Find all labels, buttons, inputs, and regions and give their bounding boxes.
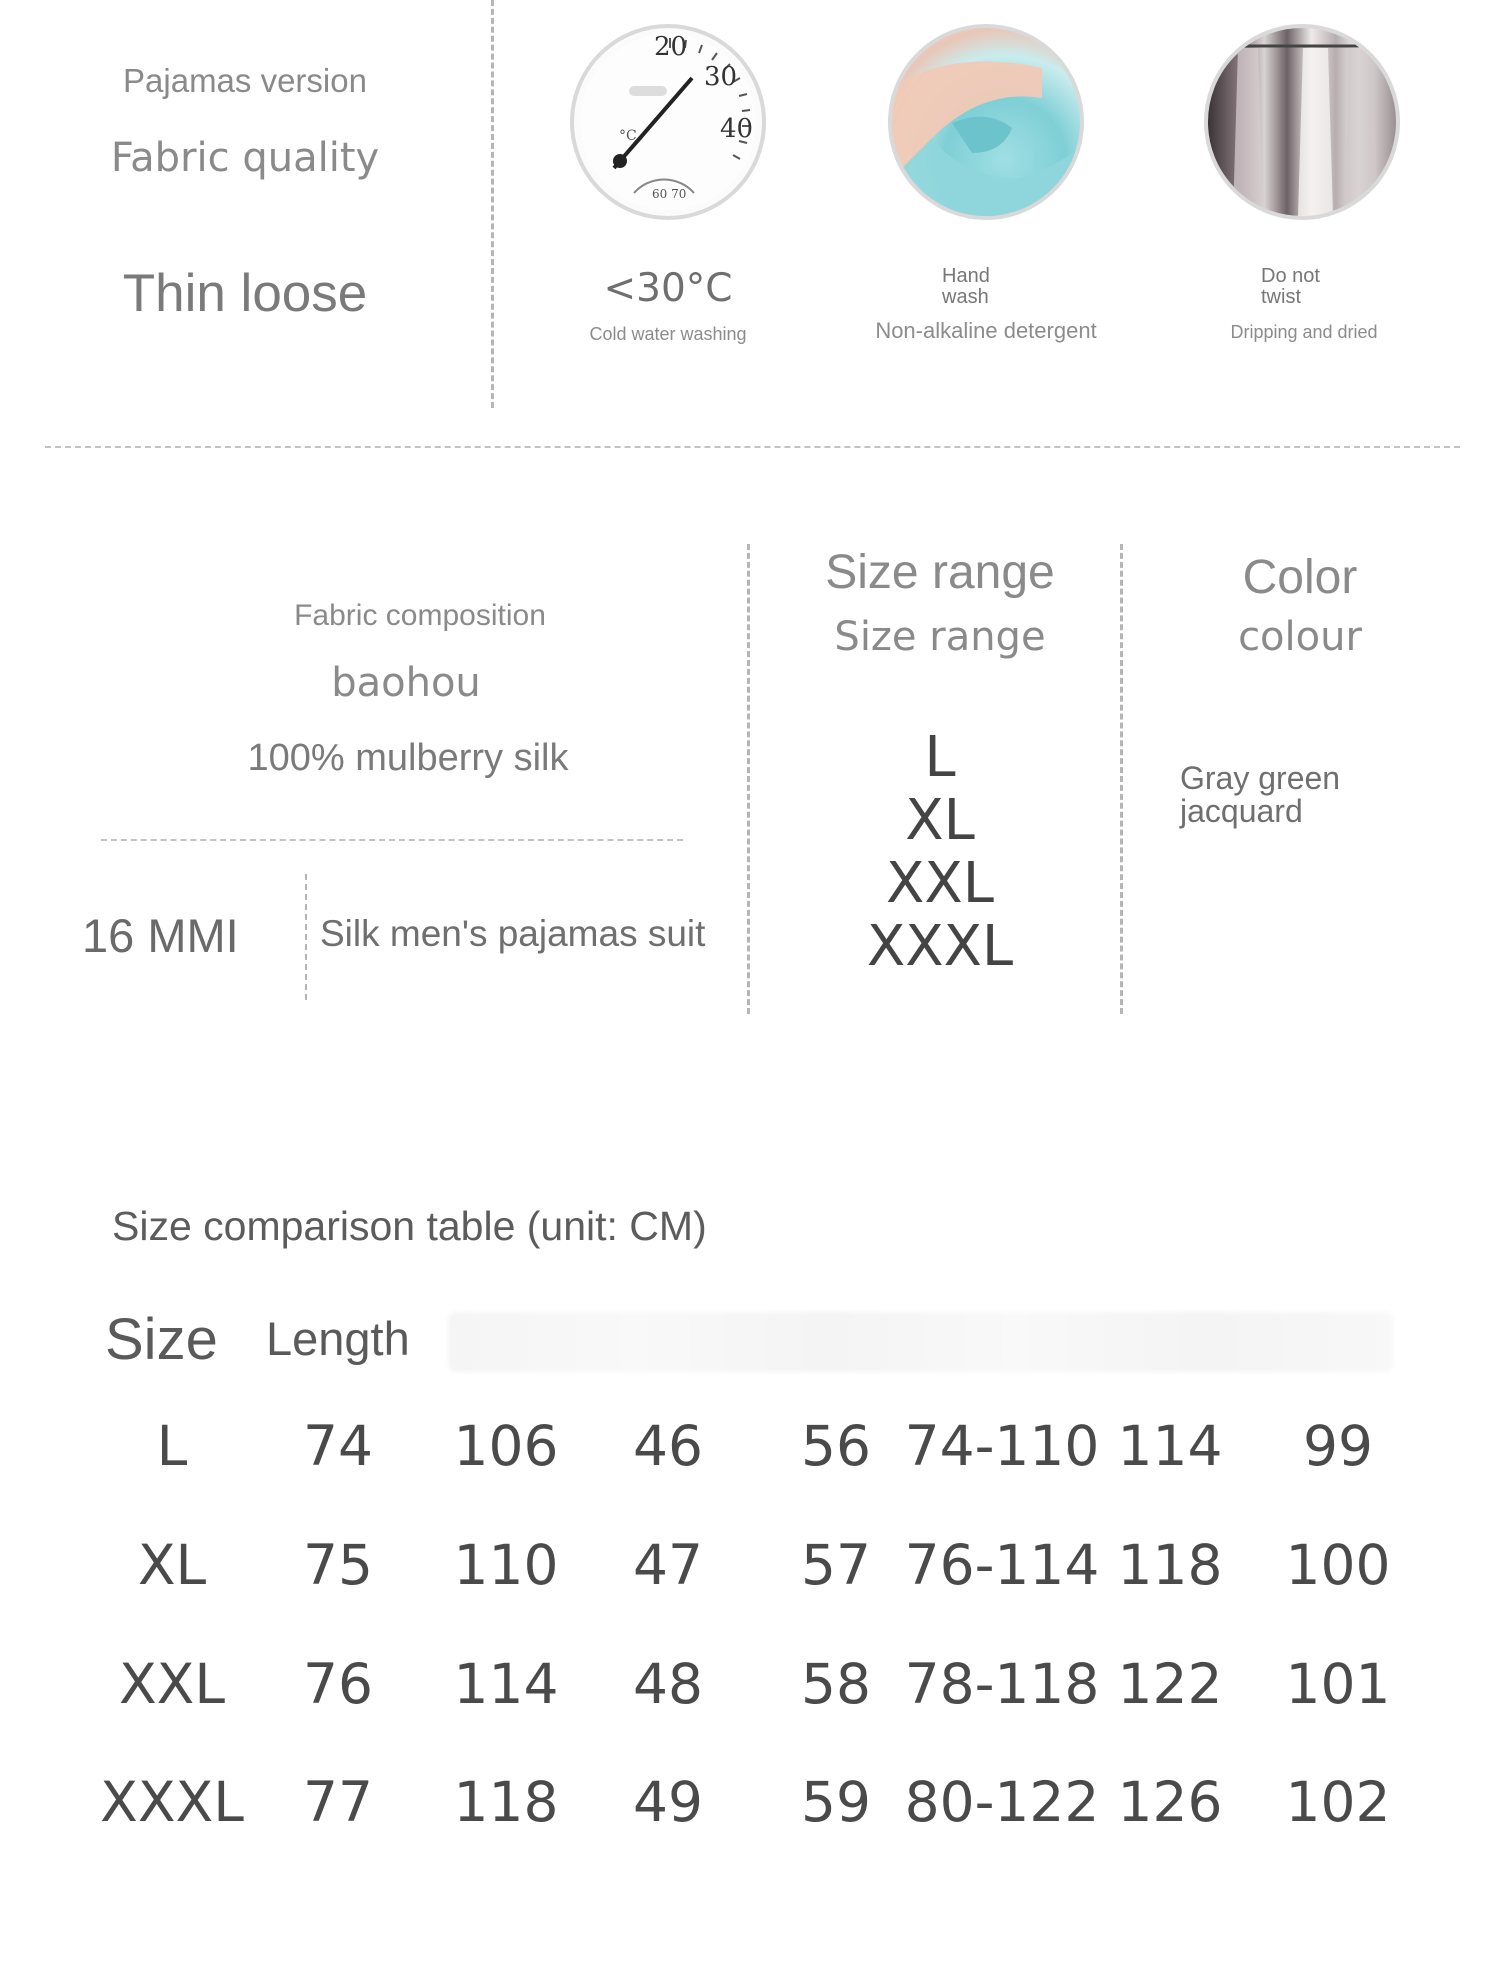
table-cell-col8: 99: [1303, 1414, 1373, 1478]
table-row: [0, 1652, 1500, 1732]
no-twist-subtitle: Dripping and dried: [1230, 322, 1378, 342]
size-range-divider-left: [747, 544, 750, 1014]
table-cell-col4: 47: [633, 1533, 703, 1597]
table-cell-col3: 114: [453, 1652, 559, 1716]
size-option-xxl: XXL: [886, 851, 994, 916]
table-cell-col7: 118: [1117, 1533, 1223, 1597]
table-cell-col8: 101: [1285, 1652, 1391, 1716]
table-row: [0, 1533, 1500, 1613]
section-divider: [45, 446, 1460, 448]
dial-number-20: 20: [654, 32, 688, 62]
table-cell-col7: 126: [1117, 1770, 1223, 1834]
size-option-xl: XL: [905, 788, 975, 853]
composition-divider: [101, 839, 683, 841]
drying-clothes-photo: [1204, 24, 1400, 220]
product-name: Silk men's pajamas suit: [320, 913, 706, 954]
table-cell-col5: 59: [801, 1770, 871, 1834]
color-value: Gray green jacquard: [1180, 760, 1341, 829]
table-cell-col5: 56: [801, 1414, 871, 1478]
table-row: [0, 1414, 1500, 1494]
table-cell-length: 75: [303, 1533, 373, 1597]
no-twist-title: Do not twist: [1261, 265, 1320, 308]
table-cell-length: 76: [303, 1652, 373, 1716]
dial-number-30: 30: [704, 62, 738, 92]
fabric-quality-value: Thin loose: [122, 264, 368, 323]
pajamas-version-label: Pajamas version: [123, 62, 367, 99]
table-cell-length: 74: [303, 1414, 373, 1478]
table-cell-col5: 57: [801, 1533, 871, 1597]
table-cell-col4: 49: [633, 1770, 703, 1834]
weight-divider: [305, 874, 307, 1000]
table-cell-length: 77: [303, 1770, 373, 1834]
fabric-material: 100% mulberry silk: [247, 737, 569, 779]
table-cell-col3: 110: [453, 1533, 559, 1597]
table-cell-size: XL: [137, 1533, 207, 1597]
color-title: Color: [1242, 551, 1358, 604]
temperature-value: <30°C: [603, 266, 733, 311]
table-cell-col7: 114: [1117, 1414, 1223, 1478]
svg-text:°C: °C: [619, 128, 637, 144]
temperature-subtitle: Cold water washing: [589, 324, 747, 344]
size-list: [790, 726, 1090, 978]
hand-wash-subtitle: Non-alkaline detergent: [875, 318, 1097, 343]
fabric-composition-label: Fabric composition: [294, 599, 546, 632]
size-option-l: L: [924, 725, 956, 790]
table-cell-col7: 122: [1117, 1652, 1223, 1716]
size-table-title: Size comparison table (unit: CM): [112, 1203, 707, 1249]
fabric-quality-label: Fabric quality: [110, 135, 380, 181]
dial-number-40: 40: [720, 114, 754, 144]
obscured-header-bar: [448, 1312, 1393, 1372]
size-column-header: Size: [105, 1307, 218, 1372]
size-range-title: Size range: [825, 546, 1055, 599]
length-column-header: Length: [266, 1312, 410, 1365]
table-cell-col6: 78-118: [904, 1652, 1100, 1716]
table-cell-size: XXXL: [100, 1770, 244, 1834]
table-cell-col6: 76-114: [904, 1533, 1100, 1597]
hand-wash-photo: [888, 24, 1084, 220]
table-cell-col3: 106: [453, 1414, 559, 1478]
size-range-subtitle: Size range: [834, 614, 1046, 660]
table-cell-col3: 118: [453, 1770, 559, 1834]
table-cell-size: L: [156, 1414, 188, 1478]
color-subtitle: colour: [1238, 614, 1362, 660]
brand-name: baohou: [331, 660, 481, 706]
fabric-weight: 16 MMI: [82, 909, 239, 962]
top-divider: [491, 0, 494, 408]
thermometer-icon: [570, 24, 766, 220]
table-cell-col8: 102: [1285, 1770, 1391, 1834]
table-cell-col8: 100: [1285, 1533, 1391, 1597]
table-cell-col6: 80-122: [904, 1770, 1100, 1834]
table-cell-size: XXL: [119, 1652, 225, 1716]
table-cell-col5: 58: [801, 1652, 871, 1716]
table-cell-col6: 74-110: [904, 1414, 1100, 1478]
table-cell-col4: 48: [633, 1652, 703, 1716]
size-range-divider-right: [1120, 544, 1123, 1014]
table-row: [0, 1770, 1500, 1850]
size-option-xxxl: XXXL: [866, 914, 1014, 979]
table-cell-col4: 46: [633, 1414, 703, 1478]
hand-wash-title: Hand wash: [942, 265, 990, 308]
svg-text:60 70: 60 70: [652, 187, 687, 201]
